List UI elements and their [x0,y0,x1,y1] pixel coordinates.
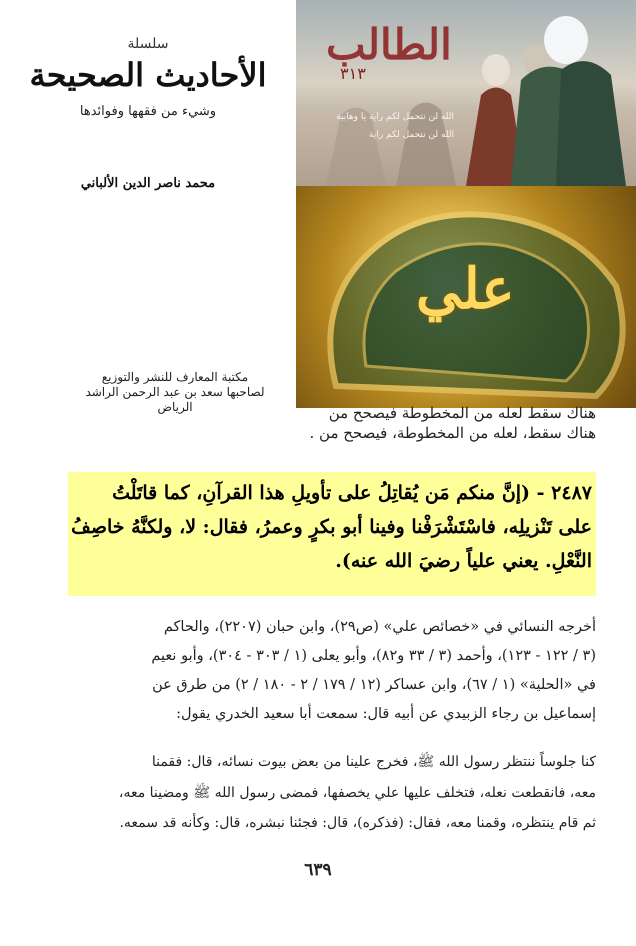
hadith-line-2: على تَنْزيلِه، فاسْتَشْرَفْنا وفينا أبو بكرٍ وعمرُ، فقال: لا، ولكنَّهُ خاصِفُ [71,516,592,538]
publisher-line-3: الرياض [157,400,193,414]
takhrij-line-2: (٣ / ١٢٢ - ١٢٣)، وأحمد (٣ / ٣٣ و٨٢)، وأبو يعلى (١ / ٣٠٣ - ٣٠٤)، وأبو نعيم [151,648,596,664]
story-line-2: معه، فانقطعت نعله، فتخلف عليها علي يخصفها، فمضى رسول الله ﷺ ومضينا معه، [118,785,596,801]
cover-author: محمد ناصر الدين الألباني [80,176,216,191]
takhrij-line-3: في «الحلية» (١ / ٦٧)، وابن عساكر (١٢ / ١٧٩ / ٢ - ١٨٠ / ٢) من طرق عن [152,677,596,693]
hidden-text-line: هناك سقط لعله من المخطوطة فيصحح من [328,404,596,422]
banner-caption-2: الله لن نتحمل لكم راية [368,130,454,140]
story-line-3: ثم قام ينتظره، وقمنا معه، فقال: (فذكره)، قال: فجئنا نبشره، قال: وكأنه قد سمعه. [119,815,596,831]
cover-series: سلسلة [127,36,169,52]
banner-number: ٣١٣ [340,64,366,83]
takhrij-line-1: أخرجه النسائي في «خصائص علي» (ص٢٩)، وابن حبان (٢٢٠٧)، والحاكم [163,619,596,635]
banner-image [296,0,636,186]
line-above-hadith: هناك سقط، لعله من المخطوطة، فيصحح من . [309,424,596,442]
hadith-line-3: النَّعْلِ. يعني علياً رضيَ الله عنه). [335,550,592,572]
golden-calligraphy-panel [296,186,636,408]
hadith-line-1: ٢٤٨٧ - (إنَّ منكم مَن يُقاتِلُ على تأويلِ هذا القرآنِ، كما قاتَلْتُ [112,482,592,504]
banner-logo: الطالب [326,20,452,69]
takhrij-line-4: إسماعيل بن رجاء الزبيدي عن أبيه قال: سمعت أبا سعيد الخدري يقول: [176,706,596,722]
page-number: ٦٣٩ [304,860,332,880]
story-line-1: كنا جلوساً ننتظر رسول الله ﷺ، فخرج علينا من بعض بيوت نسائه، قال: فقمنا [151,754,596,770]
calligraphy-text: علي [416,256,515,322]
publisher-line-1: مكتبة المعارف للنشر والتوزيع [101,370,249,384]
book-cover [0,0,296,414]
publisher-line-2: لصاحبها سعد بن عبد الرحمن الراشد [85,385,265,399]
banner-caption-1: الله لن نتحمل لكم راية يا وهابية [336,112,454,122]
cover-subtitle: وشيء من فقهها وفوائدها [79,104,217,119]
cover-title: الأحاديث الصحيحة [29,56,267,94]
